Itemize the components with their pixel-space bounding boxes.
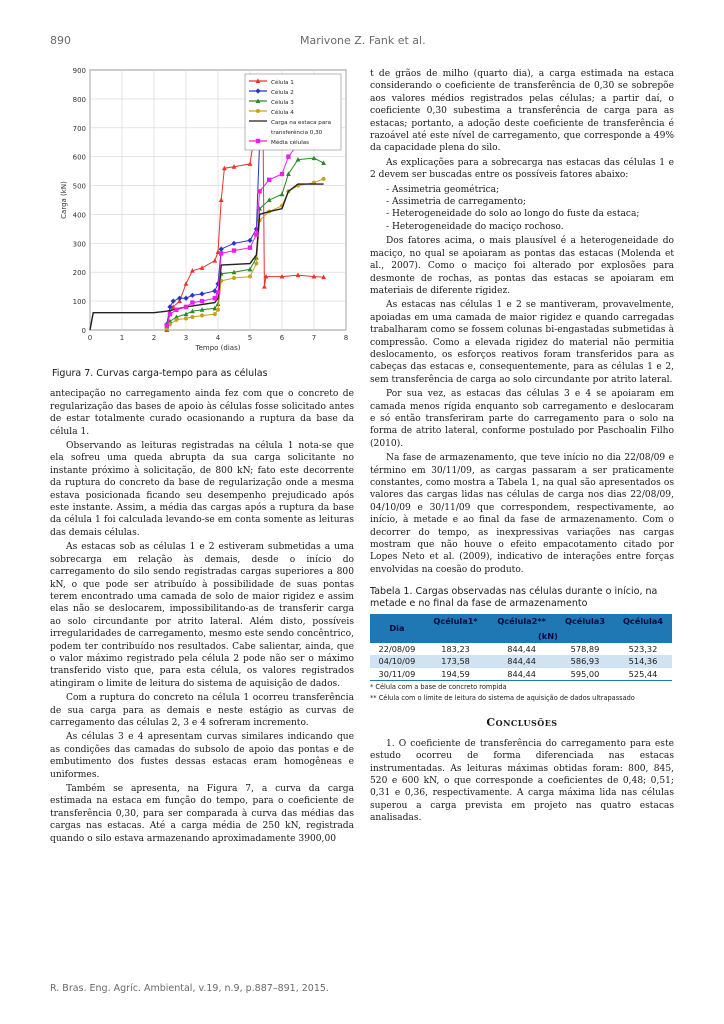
legend-label: Média células [271,140,310,146]
paragraph: Observando as leituras registradas na célula 1 nota-se que ela sofreu uma queda abrupta da sua carga solicitante no instante próximo à solicitação, de 800 kN; fato este decorrente da ruptura do concreto da base de regularização onde a mesma estava posicionada ficando seu desempenho prejudicado após este instante. Assim, a média das cargas após a ruptura da base da célula 1 foi calculada levando-se em conta somente as leituras das demais células. [50,441,354,538]
data-point [200,299,204,303]
data-point [286,154,290,158]
data-point [256,109,260,113]
paragraph: 1. O coeficiente de transferência do carregamento para este estudo ocorreu de forma diferenciada nas estacas instrumentadas. As leituras máximas obtidas foram: 800, 845, 520 e 600 kN, o que corresponde a coeficientes de 0,48; 0,51; 0,31 e 0,36, respectivamente. A carga máxima lida nas células superou a carga prevista em projeto nas quatro estacas analisadas. [370,738,674,824]
figure-caption: Figura 7. Curvas carga-tempo para as células [52,368,268,379]
list-item: - Assimetria de carregamento; [386,197,526,208]
table-note: ** Célula com o limite de leitura do sistema de aquisição de dados ultrapassado [370,694,635,703]
table-header-cell: Qcélula1* [424,614,487,628]
y-tick-label: 300 [72,240,86,249]
paragraph: Dos fatores acima, o mais plausível é a heterogeneidade do maciço, no qual se apoiaram as pontas das estacas (Molenda et al., 2007). Como o maciço foi alterado por explosões para desmonte de rochas, as pontas das estacas se apoiaram em materiais de diferente rigidez. [370,236,674,296]
table-caption: Tabela 1. Cargas observadas nas células durante o início, na metade e no final da fase de armazenamento [370,586,658,610]
right-column [370,68,674,827]
y-tick-label: 800 [72,95,86,104]
load-time-chart [50,60,354,365]
data-point [184,305,188,309]
section-heading: Conclusões [486,716,558,730]
table-cell: 844,44 [507,644,536,655]
x-tick-label: 1 [119,334,125,342]
x-tick-label: 6 [279,334,285,342]
data-point [174,318,178,322]
data-point [190,315,194,319]
data-point [232,276,236,280]
paragraph: t de grãos de milho (quarto dia), a carga estimada na estaca considerando o coeficiente de transferência de 0,30 se sobrepõe aos valores médios registrados pelas células; a partir daí, o coeficiente 0,30 subestima a transferência de carga para as estacas; portanto, a adoção deste coeficiente de transferência é razoável até este nível de carregamento, que corresponde a 49% da capacidade plena do silo. [370,69,674,154]
footer-citation: R. Bras. Eng. Agríc. Ambiental, v.19, n.9, p.887–891, 2015. [50,983,329,994]
data-point [248,275,252,279]
data-point [254,262,258,266]
table-cell: 844,44 [487,668,556,681]
legend-label: transferência 0,30 [271,130,323,136]
data-point [257,189,261,193]
data-point [168,312,172,316]
legend-label: Célula 4 [271,110,294,116]
figure-7 [50,60,354,365]
table-row [370,643,672,655]
table-cell: 183,23 [441,644,470,655]
legend-label: Célula 1 [271,80,294,86]
table-cell: 586,93 [556,655,614,667]
table-row [370,655,672,667]
x-tick-label: 5 [247,334,253,342]
x-tick-label: 4 [215,334,221,342]
table-note: * Célula com a base de concreto rompida [370,683,507,692]
data-point [184,316,188,320]
data-point [322,177,326,181]
table-header-cell: Qcélula2** [487,614,556,628]
table-cell: 525,44 [614,668,672,681]
data-point [219,251,223,255]
paragraph: Na fase de armazenamento, que teve início no dia 22/08/09 e término em 30/11/09, as cargas passaram a ser praticamente constantes, como mostra a Tabela 1, na qual são apresentados os valores das cargas lidas nas células de carga nos dias 22/08/09, 04/10/09 e 30/11/09 que correspondem, respectivamente, ao início, à metade e ao final da fase de armazenamento. Com o decorrer do tempo, as inexpressivas variações nas cargas mostram que não houve o efeito empacotamento citado por Lopes Neto et al. (2009), indicativo de interações entre forças envolvidas na coesão do produto. [370,453,674,575]
table-header-cell: Qcélula3 [556,614,614,628]
y-tick-label: 100 [72,298,86,307]
table-unit: (kN) [424,629,672,643]
factor-list [370,184,674,234]
table-header-cell: Qcélula4 [614,614,672,628]
table-cell: 04/10/09 [370,655,424,667]
paragraph: Também se apresenta, na Figura 7, a curva da carga estimada na estaca em função do tempo, para o coeficiente de transferência 0,30, para ser comparada à curva das médias das cargas nas estacas. Até a carga média de 250 kN, registrada quando o silo estava armazenando aproximadamente 3900,00 [50,784,354,844]
table-cell: 523,32 [628,644,658,655]
x-tick-label: 7 [311,334,317,342]
data-point [256,139,260,143]
paragraph: As células 3 e 4 apresentam curvas similares indicando que as condições das camadas do subsolo de apoio das pontas e de embutimento dos fustes dessas estacas eram homogêneas e uniformes. [50,732,354,780]
data-point [216,308,220,312]
paragraph: antecipação no carregamento ainda fez com que o concreto de regularização das bases de apoio às células fosse solicitado antes de estar totalmente curado ocasionando a ruptura da base da célula 1. [50,389,354,437]
table-cell: 595,00 [556,668,614,681]
data-point [216,290,220,294]
data-point [165,323,169,327]
paragraph: Com a ruptura do concreto na célula 1 ocorreu transferência de sua carga para as demais e neste estágio as curvas de carregamento das células 2, 3 e 4 sofreram incremento. [50,693,354,728]
y-tick-label: 400 [72,211,86,220]
paragraph: As estacas sob as células 1 e 2 estiveram submetidas a uma sobrecarga em relação às demais, desde o início do carregamento do silo sendo registradas cargas superiores a 800 kN, o que pode ser atribuído à possibilidade de suas pontas terem encontrado uma camada de solo de maior rigidez e assim elas não se deslocarem, impossibilitando-as de transferir carga ao solo circundante por atrito lateral. Além disto, possíveis irregularidades de carregamento, mesmo este sendo concêntrico, podem ter contribuído nos resultados. Cabe salientar, ainda, que o valor máximo registrado pela célula 2 pode não ser o máximo transferido visto que, para esta célula, os valores registrados atingiram o limite de leitura do sistema de aquisição de dados. [50,542,354,689]
y-tick-label: 500 [72,182,86,191]
table-header-cell: Dia [370,614,424,643]
legend-label: Carga na estaca para [271,120,332,126]
table-cell: 194,59 [424,668,487,681]
y-tick-label: 700 [72,124,86,133]
running-header-authors: Marivone Z. Fank et al. [300,34,426,47]
legend-label: Célula 2 [271,90,294,96]
data-point [254,232,258,236]
y-tick-label: 200 [72,269,86,278]
data-point [267,178,271,182]
y-tick-label: 900 [72,67,86,75]
data-point [248,245,252,249]
data-point [174,308,178,312]
legend-label: Célula 3 [271,100,294,106]
paragraph: As explicações para a sobrecarga nas estacas das células 1 e 2 devem ser buscadas entre os possíveis fatores abaixo: [370,157,674,181]
page-number: 890 [50,34,71,47]
table-cell: 844,44 [487,655,556,667]
x-tick-label: 8 [343,334,349,342]
data-point [213,312,217,316]
data-point [232,248,236,252]
data-point [190,300,194,304]
y-axis-label: Carga (kN) [60,181,68,219]
x-tick-label: 3 [183,334,189,342]
table-row [370,668,672,681]
x-axis-label: Tempo (dias) [195,344,241,352]
table-cell: 173,58 [424,655,487,667]
table-cell: 578,89 [570,644,600,655]
data-point [280,172,284,176]
x-tick-label: 2 [151,334,157,342]
data-point [200,314,204,318]
table-cell: 22/08/09 [378,644,416,655]
data-point [213,296,217,300]
list-item: - Heterogeneidade do solo ao longo do fuste da estaca; [386,209,640,220]
x-tick-label: 0 [87,334,93,342]
table-cell: 514,36 [614,655,672,667]
y-tick-label: 0 [81,327,86,335]
paragraph: As estacas nas células 1 e 2 se mantiveram, provavelmente, apoiadas em uma camada de maior rigidez e quando carregadas trabalharam como se fossem colunas bi-engastadas submetidas à compressão. Como a elevada rigidez do material não permitia deslocamento, os esforços reativos foram transferidos para as cabeças das estacas e, consequentemente, para as células 1 e 2, sem transferência de carga ao solo circundante por atrito lateral. [370,300,674,385]
table-cell: 30/11/09 [370,668,424,681]
list-item: - Heterogeneidade do maciço rochoso. [386,221,564,232]
loads-table [370,614,672,681]
y-tick-label: 600 [72,153,86,162]
list-item: - Assimetria geométrica; [386,184,500,195]
left-column [50,60,354,847]
paragraph: Por sua vez, as estacas das células 3 e 4 se apoiaram em camada menos rígida enquanto sob carregamento e deslocaram e só então transferiram parte do carregamento para o solo na forma de atrito lateral, conforme postulado por Paschoalin Filho (2010). [370,389,674,449]
